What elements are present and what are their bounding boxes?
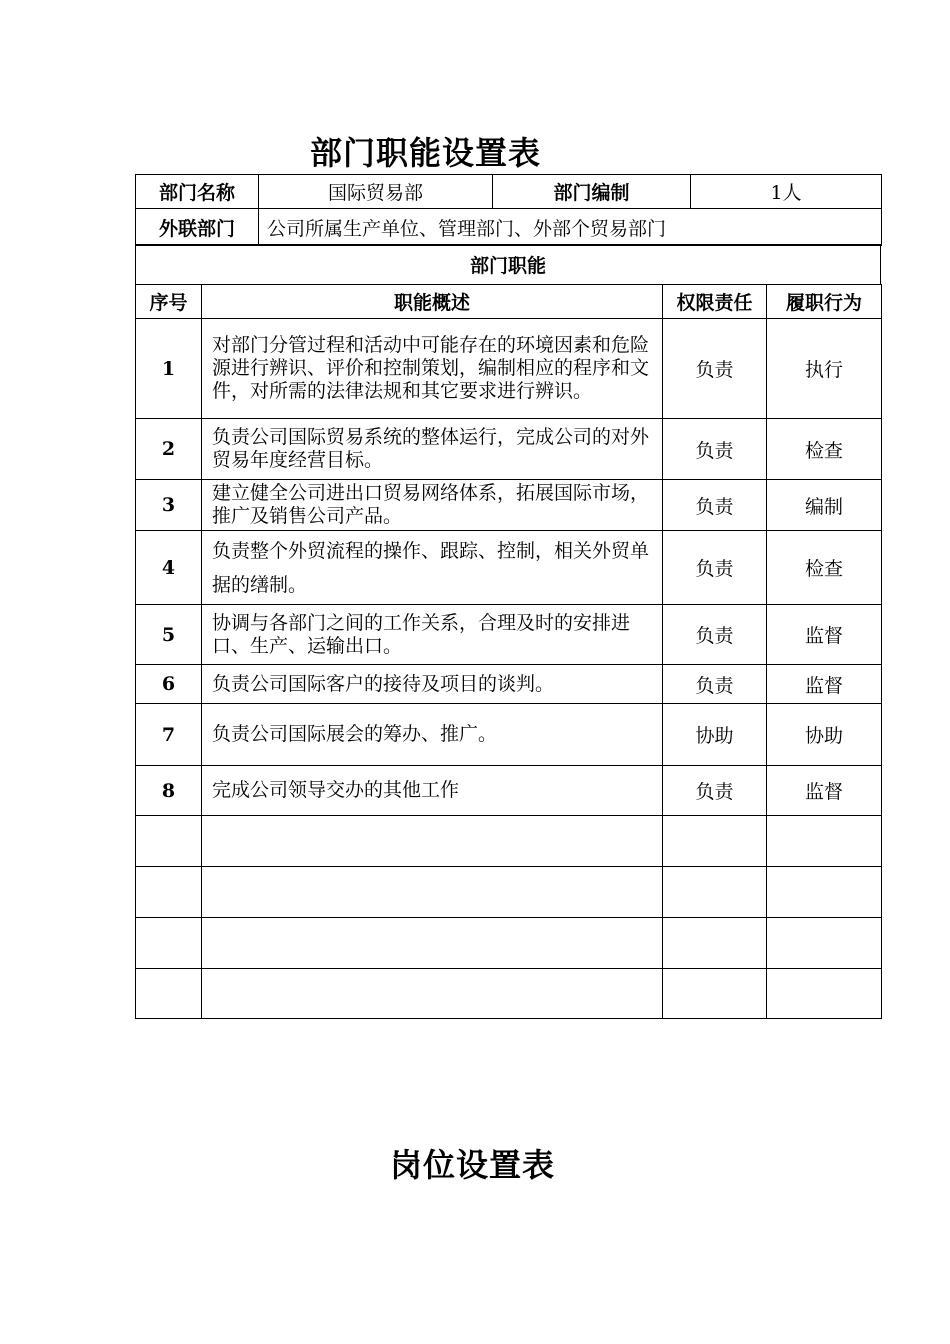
section-table — [135, 244, 881, 285]
row-no: 8 — [136, 766, 202, 816]
row-desc: 建立健全公司进出口贸易网络体系，拓展国际市场，推广及销售公司产品。 — [202, 480, 663, 531]
row-auth: 负责 — [663, 531, 767, 605]
empty-row — [136, 969, 882, 1019]
table-row — [136, 480, 882, 531]
row-no: 3 — [136, 480, 202, 531]
row-auth: 负责 — [663, 319, 767, 419]
dept-header-table — [135, 174, 882, 246]
table-row — [136, 419, 882, 480]
second-title: 岗位设置表 — [390, 1146, 556, 1184]
row-no: 5 — [136, 605, 202, 665]
dept-name-label: 部门名称 — [136, 175, 259, 209]
row-auth: 协助 — [663, 704, 767, 766]
row-desc: 负责公司国际客户的接待及项目的谈判。 — [202, 665, 663, 704]
row-no: 2 — [136, 419, 202, 480]
empty-row — [136, 918, 882, 969]
dept-staff-value: 1人 — [691, 175, 882, 209]
row-no: 1 — [136, 319, 202, 419]
row-act: 编制 — [767, 480, 882, 531]
function-table — [135, 284, 882, 1019]
row-desc: 对部门分管过程和活动中可能存在的环境因素和危险源进行辨识、评价和控制策划，编制相应的程序和文件，对所需的法律法规和其它要求进行辨识。 — [202, 319, 663, 419]
col-header-act: 履职行为 — [767, 285, 882, 319]
col-header-desc: 职能概述 — [202, 285, 663, 319]
row-act: 协助 — [767, 704, 882, 766]
empty-row — [136, 816, 882, 867]
table-row — [136, 531, 882, 605]
table-row — [136, 319, 882, 419]
table-row — [136, 605, 882, 665]
page-title: 部门职能设置表 — [310, 134, 542, 172]
empty-row — [136, 867, 882, 918]
row-act: 检查 — [767, 419, 882, 480]
col-header-no: 序号 — [136, 285, 202, 319]
row-act: 检查 — [767, 531, 882, 605]
row-auth: 负责 — [663, 480, 767, 531]
section-title: 部门职能 — [136, 245, 881, 285]
row-auth: 负责 — [663, 766, 767, 816]
col-header-auth: 权限责任 — [663, 285, 767, 319]
row-desc: 负责公司国际展会的筹办、推广。 — [202, 704, 663, 766]
row-desc: 负责整个外贸流程的操作、跟踪、控制，相关外贸单据的缮制。 — [202, 531, 663, 605]
row-auth: 负责 — [663, 605, 767, 665]
dept-staff-label: 部门编制 — [493, 175, 691, 209]
table-row — [136, 665, 882, 704]
row-act: 监督 — [767, 766, 882, 816]
row-no: 4 — [136, 531, 202, 605]
row-act: 执行 — [767, 319, 882, 419]
liaison-value: 公司所属生产单位、管理部门、外部个贸易部门 — [259, 209, 882, 246]
table-row — [136, 766, 882, 816]
row-desc: 完成公司领导交办的其他工作 — [202, 766, 663, 816]
row-desc: 协调与各部门之间的工作关系，合理及时的安排进口、生产、运输出口。 — [202, 605, 663, 665]
row-auth: 负责 — [663, 665, 767, 704]
row-no: 6 — [136, 665, 202, 704]
dept-name-value: 国际贸易部 — [259, 175, 493, 209]
liaison-label: 外联部门 — [136, 209, 259, 246]
table-row — [136, 704, 882, 766]
row-desc: 负责公司国际贸易系统的整体运行，完成公司的对外贸易年度经营目标。 — [202, 419, 663, 480]
row-act: 监督 — [767, 605, 882, 665]
row-auth: 负责 — [663, 419, 767, 480]
row-act: 监督 — [767, 665, 882, 704]
row-no: 7 — [136, 704, 202, 766]
